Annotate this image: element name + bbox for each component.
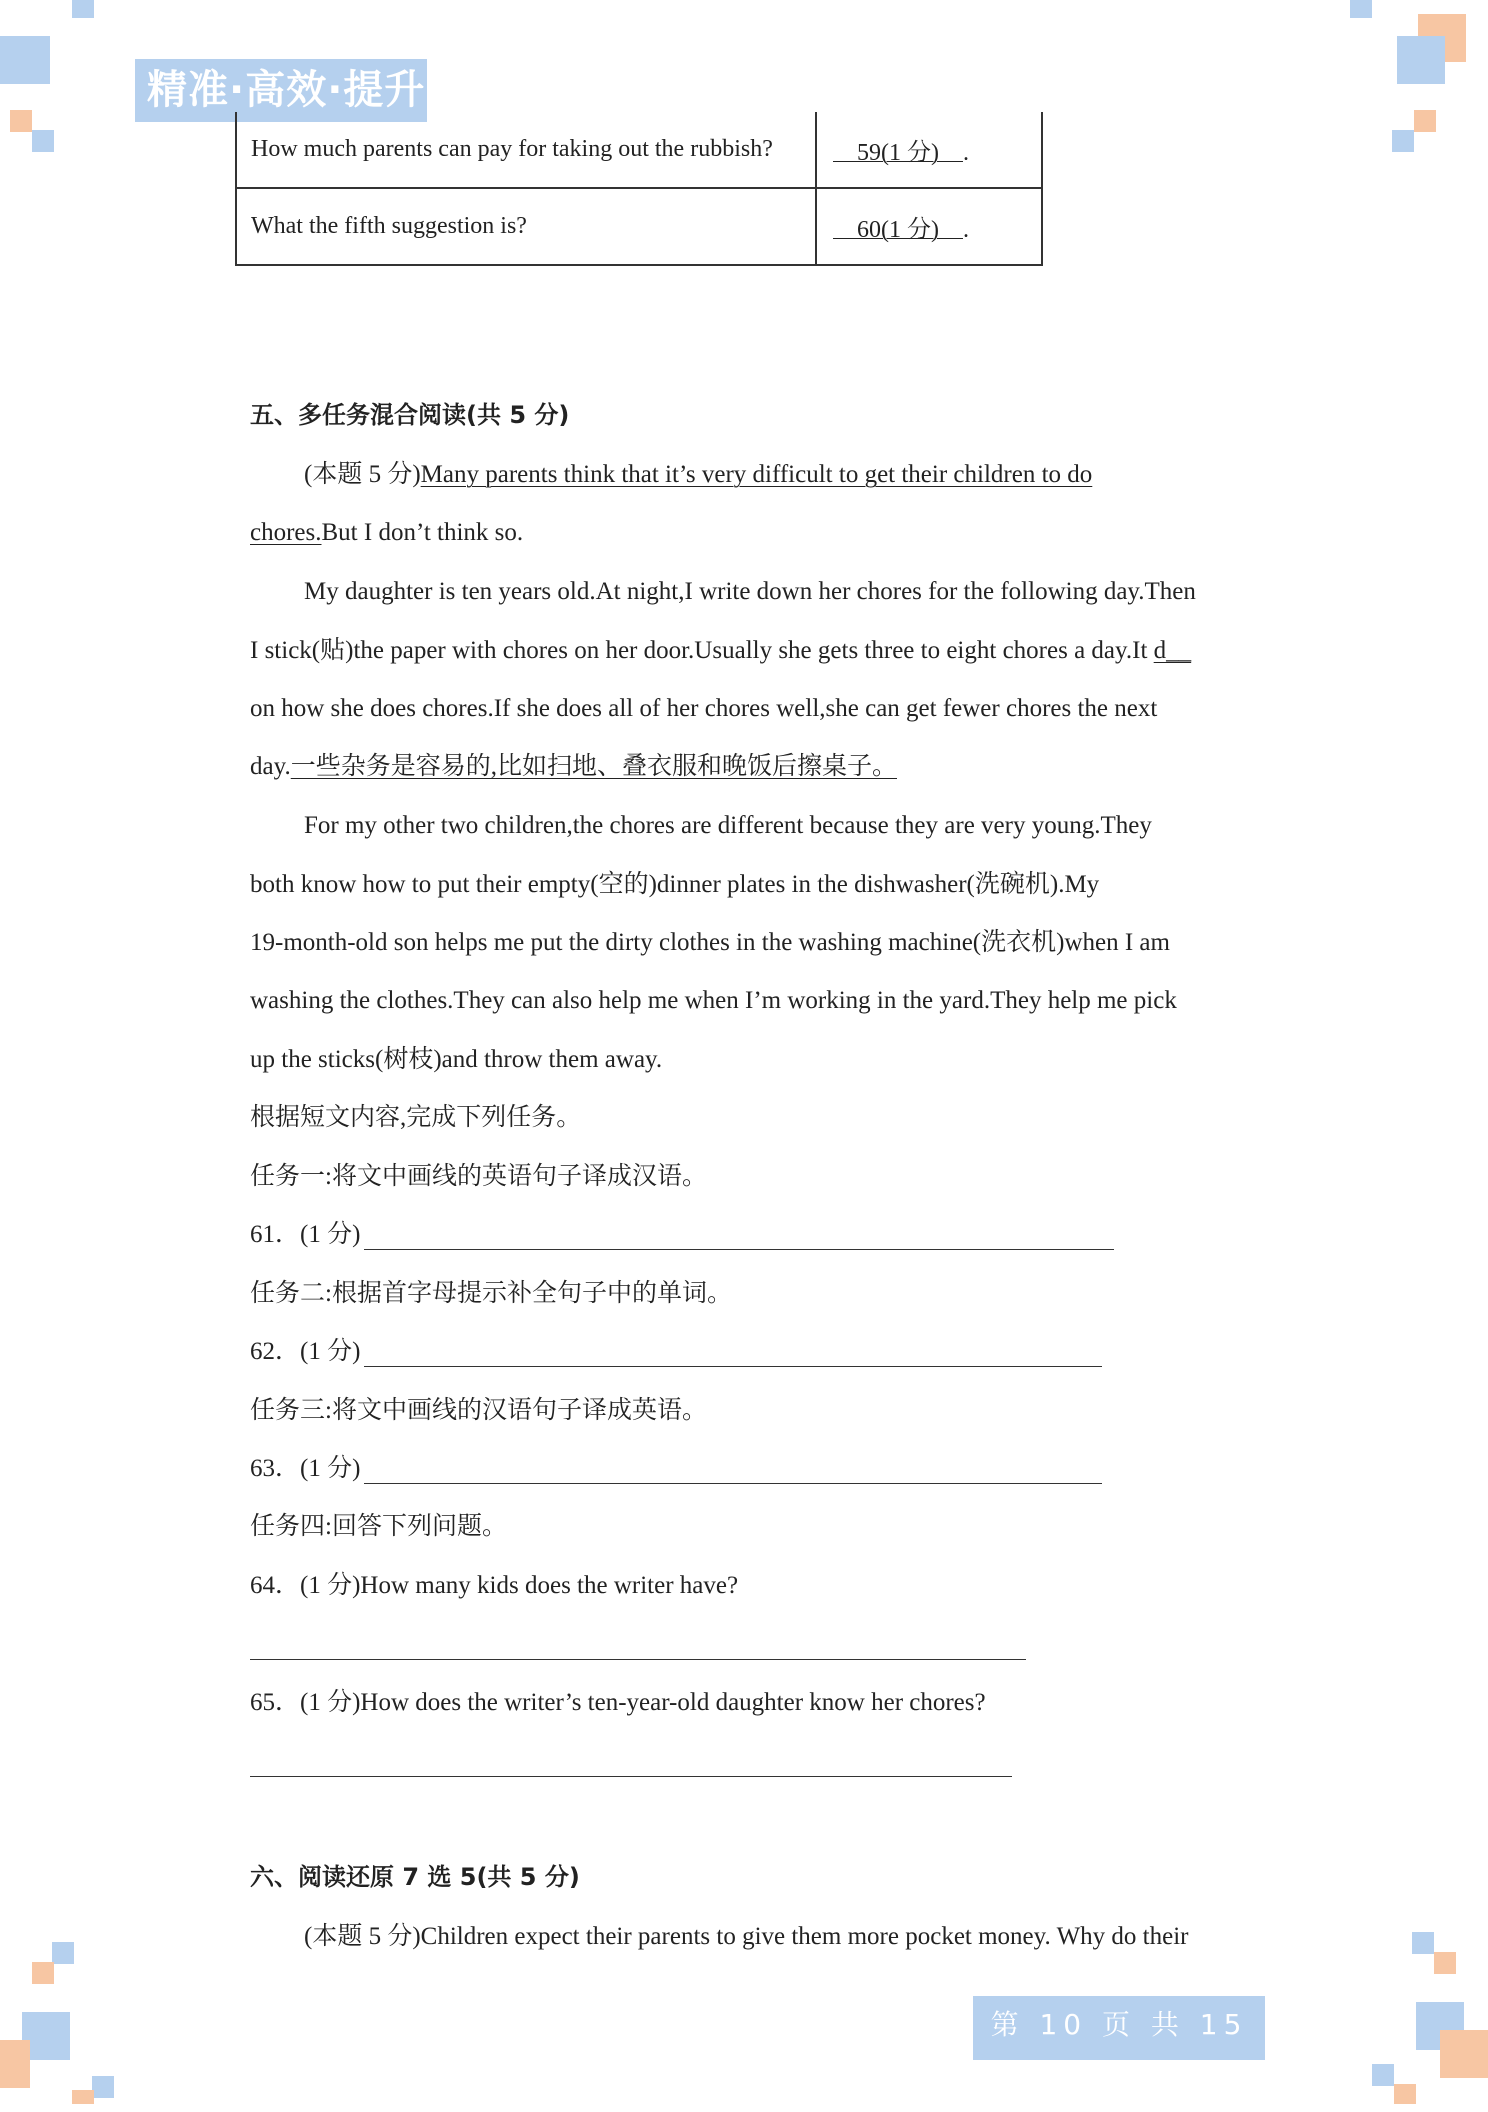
answer-label: 60(1 分) bbox=[857, 217, 939, 243]
paragraph-line bbox=[250, 636, 1191, 666]
question-63: 63．(1 分) bbox=[250, 1455, 361, 1482]
answer-line-64[interactable] bbox=[250, 1659, 1026, 1660]
task-heading: 任务三:将文中画线的汉语句子译成英语。 bbox=[250, 1397, 707, 1424]
task-heading: 任务一:将文中画线的英语句子译成汉语。 bbox=[250, 1163, 707, 1190]
question-61: 61．(1 分) bbox=[250, 1221, 361, 1248]
table-cell-answer: 60(1 分) . bbox=[816, 188, 1042, 265]
header-banner: 精准·高效·提升 bbox=[135, 59, 427, 122]
paragraph-line: on how she does chores.If she does all of her chores well,she can get fewer chores the next bbox=[250, 695, 1158, 722]
answer-line-62[interactable] bbox=[364, 1366, 1102, 1367]
answer-blank[interactable] bbox=[833, 217, 963, 243]
paragraph-line: (本题 5 分)Children expect their parents to give them more pocket money. Why do their bbox=[304, 1923, 1189, 1950]
paragraph-line: both know how to put their empty(空的)dinner plates in the dishwasher(洗碗机).My bbox=[250, 871, 1100, 898]
question-prefix: (本题 5 分) bbox=[304, 461, 421, 488]
paragraph-line: 19-month-old son helps me put the dirty clothes in the washing machine(洗衣机)when I am bbox=[250, 929, 1170, 956]
paragraph-text: But I don’t think so. bbox=[321, 519, 524, 546]
table-cell-question: What the fifth suggestion is? bbox=[236, 188, 816, 265]
paragraph-line: washing the clothes.They can also help me when I’m working in the yard.They help me pick bbox=[250, 987, 1177, 1014]
question-64: 64．(1 分)How many kids does the writer have? bbox=[250, 1572, 739, 1599]
answer-blank[interactable] bbox=[833, 140, 963, 166]
table-row bbox=[236, 188, 1042, 265]
question-62: 62．(1 分) bbox=[250, 1338, 361, 1365]
answer-label: 59(1 分) bbox=[857, 140, 939, 166]
task-heading: 任务四:回答下列问题。 bbox=[250, 1513, 507, 1540]
paragraph-line bbox=[250, 518, 523, 548]
table-cell-answer: 59(1 分) . bbox=[816, 112, 1042, 188]
table-cell-question: How much parents can pay for taking out the rubbish? bbox=[236, 112, 816, 188]
section-title: 五、多任务混合阅读(共 5 分) bbox=[250, 401, 570, 429]
answer-line-61[interactable] bbox=[364, 1249, 1114, 1250]
question-table bbox=[235, 112, 1043, 266]
page-number: 第 10 页 共 15 页 bbox=[973, 1996, 1265, 2060]
underlined-sentence: chores. bbox=[250, 519, 322, 546]
underlined-sentence: Many parents think that it’s very difficult to get their children to do bbox=[420, 461, 1093, 488]
paragraph-line: For my other two children,the chores are different because they are very young.They bbox=[304, 812, 1152, 839]
answer-line-65[interactable] bbox=[250, 1776, 1012, 1777]
instruction-text: 根据短文内容,完成下列任务。 bbox=[250, 1104, 582, 1131]
paragraph-line bbox=[304, 460, 1092, 490]
paragraph-line: up the sticks(树枝)and throw them away. bbox=[250, 1046, 663, 1073]
underlined-sentence: 一些杂务是容易的,比如扫地、叠衣服和晚饭后擦桌子。 bbox=[290, 753, 897, 780]
section-title: 六、阅读还原 7 选 5(共 5 分) bbox=[250, 1863, 580, 1891]
task-heading: 任务二:根据首字母提示补全句子中的单词。 bbox=[250, 1280, 732, 1307]
paragraph-line bbox=[250, 752, 897, 782]
answer-line-63[interactable] bbox=[364, 1483, 1102, 1484]
paragraph-text: day. bbox=[250, 753, 291, 780]
letter-blank: d__ bbox=[1153, 637, 1192, 664]
paragraph-line: My daughter is ten years old.At night,I write down her chores for the following day.Then bbox=[304, 578, 1196, 605]
paragraph-text: I stick(贴)the paper with chores on her door.Usually she gets three to eight chores a day.It bbox=[250, 637, 1154, 664]
question-65: 65．(1 分)How does the writer’s ten-year-old daughter know her chores? bbox=[250, 1689, 986, 1716]
table-row bbox=[236, 112, 1042, 188]
